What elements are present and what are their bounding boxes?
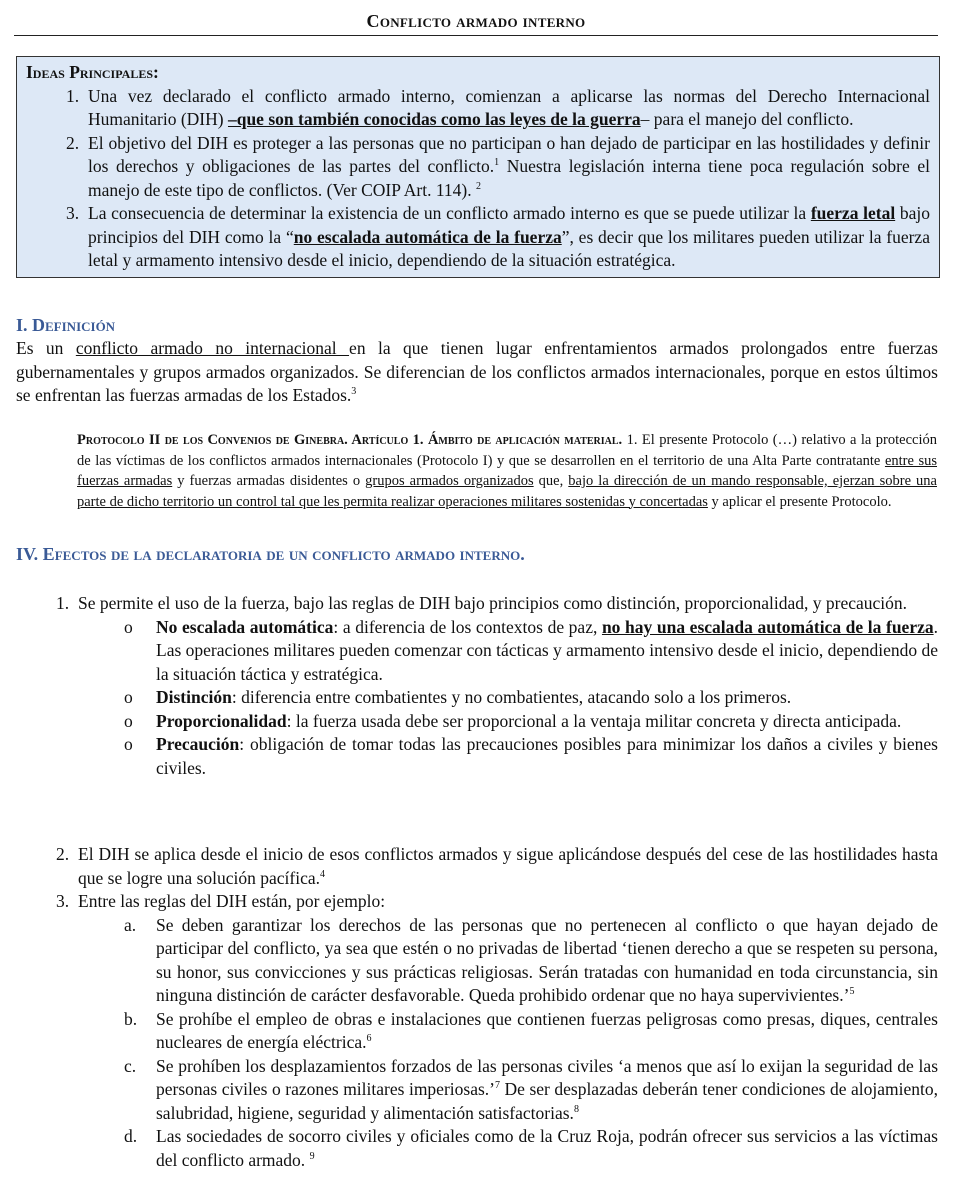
principle-emphasis: no hay una escalada automática de la fuerza: [601, 616, 934, 637]
principle-term: No escalada automática: [156, 616, 334, 637]
principle-text: : la fuerza usada debe ser proporcional a la ventaja militar concreta y directa anticipada.: [286, 710, 902, 731]
footnote-ref[interactable]: 5: [849, 986, 855, 998]
footnote-ref[interactable]: 9: [309, 1150, 315, 1162]
protocolo-underlined: bajo la dirección de un mando responsable, ejerzan sobre una parte de dicho territorio un control tal que les permita realizar operaciones militares sostenidas y concertadas: [77, 473, 937, 510]
ideas-heading: Ideas Principales:: [26, 62, 159, 82]
bullet-o: o: [124, 616, 133, 637]
footnote-ref[interactable]: 3: [351, 386, 357, 398]
list-text: El DIH se aplica desde el inicio de esos conflictos armados y sigue aplicándose después del cese de las hostilidades hasta que se logre una solución pacífica.: [78, 844, 938, 888]
protocolo-text: y fuerzas armadas disidentes o: [172, 473, 366, 489]
protocolo-quote: [77, 430, 937, 512]
principle-precaucion: [16, 733, 938, 780]
principle-text: : obligación de tomar todas las precauciones posibles para minimizar los daños a civiles y bienes civiles.: [156, 734, 938, 778]
idea-emphasis: fuerza letal: [810, 203, 896, 223]
ideas-principales-box: [16, 56, 940, 278]
principle-term: Precaución: [156, 734, 240, 754]
rule-c: [16, 1055, 938, 1126]
principle-term: Proporcionalidad: [156, 710, 287, 731]
idea-text: – para el manejo del conflicto.: [640, 109, 854, 129]
idea-item-3: [26, 202, 930, 273]
section-heading-definicion: I. Definición: [16, 315, 116, 335]
idea-text: ”, es decir que los militares pueden utilizar la fuerza letal y armamento intensivo desde el inicio, dependiendo de la situación estratégica.: [88, 226, 930, 270]
idea-number: 1.: [66, 85, 80, 106]
list-number: 3.: [56, 891, 70, 911]
rule-d: [16, 1125, 938, 1172]
idea-emphasis: no escalada automática de la fuerza: [293, 226, 562, 247]
idea-emphasis: –que son también conocidas como las leyes de la guerra: [227, 109, 641, 129]
principle-distincion: [16, 686, 938, 710]
idea-text: bajo principios del DIH como la “: [88, 203, 930, 247]
footnote-ref[interactable]: 2: [476, 180, 481, 192]
idea-item-1: [26, 85, 930, 132]
protocolo-underlined: grupos armados organizados: [365, 473, 534, 489]
list-letter: a.: [124, 914, 137, 935]
list-letter: d.: [124, 1126, 138, 1146]
rule-text: Las sociedades de socorro civiles y oficiales como de la Cruz Roja, podrán ofrecer sus servicios a las víctimas del conflicto armado.: [156, 1126, 938, 1170]
title-rule: [14, 35, 938, 36]
list-letter: b.: [124, 1008, 138, 1029]
bullet-o: o: [124, 687, 133, 707]
bullet-o: o: [124, 734, 133, 754]
protocolo-text: 1. El presente Protocolo (…) relativo a la protección de las víctimas de los conflictos armados internacionales (Protocolo I) y que se desarrollen en el territorio de una Alta Parte contratante: [77, 432, 937, 469]
definicion-underlined: conflicto armado no internacional: [75, 338, 350, 358]
idea-number: 3.: [66, 203, 80, 223]
idea-text: Nuestra legislación interna tiene poca regulación sobre el manejo de este tipo de conflictos. (Ver COIP Art. 114).: [88, 156, 930, 200]
rule-text: Se deben garantizar los derechos de las personas que no pertenecen al conflicto o que hayan dejado de participar del conflicto, ya sea que estén o no privadas de libertad ‘tienen derecho a que se respeten su persona, su honor, sus convicciones y sus prácticas religiosas. Serán tratadas con humanidad en toda circunstancia, sin ninguna distinción de carácter desfavorable. Queda prohibido ordenar que no haya supervivientes.’: [156, 914, 938, 1005]
document-title: Conflicto armado interno: [366, 11, 586, 31]
idea-number: 2.: [66, 132, 80, 153]
protocolo-heading: Protocolo II de los Convenios de Ginebra. Artículo 1. Ámbito de aplicación material.: [77, 432, 623, 448]
idea-text: Una vez declarado el conflicto armado interno, comienzan a aplicarse las normas del Derecho Internacional Humanitario (DIH): [88, 85, 930, 129]
protocolo-text: y aplicar el presente Protocolo.: [707, 493, 892, 510]
list-number: 2.: [56, 844, 70, 864]
principle-text: . Las operaciones militares pueden comenzar con tácticas y armamento intensivo desde el inicio, dependiendo de la situación táctica y estratégica.: [156, 616, 938, 684]
principle-no-escalada: [16, 616, 938, 687]
bullet-o: o: [124, 710, 133, 731]
footnote-ref[interactable]: 1: [494, 157, 500, 169]
rule-a: [16, 914, 938, 1008]
footnote-ref[interactable]: 4: [320, 868, 325, 880]
definicion-text: Es un: [16, 338, 76, 358]
principle-term: Distinción: [156, 687, 232, 707]
definicion-paragraph: [16, 337, 938, 408]
protocolo-underlined: entre sus fuerzas armadas: [77, 452, 938, 489]
idea-item-2: [26, 132, 930, 203]
rule-text: Se prohíbe el empleo de obras e instalaciones que contienen fuerzas peligrosas como presas, diques, centrales nucleares de energía eléctrica.: [156, 1008, 938, 1052]
definicion-text: en la que tienen lugar enfrentamientos armados prolongados entre fuerzas gubernamentales y grupos armados organizados. Se diferencian de los conflictos armados internacionales, porque en estos últimos se enfrentan las fuerzas armadas de los Estados.: [16, 338, 938, 405]
list-text: Se permite el uso de la fuerza, bajo las reglas de DIH bajo principios como distinción, proporcionalidad, y precaución.: [78, 593, 908, 613]
protocolo-text: que,: [533, 473, 569, 489]
section-heading-efectos: IV. Efectos de la declaratoria de un conflicto armado interno.: [16, 544, 525, 564]
footnote-ref[interactable]: 8: [573, 1103, 579, 1115]
footnote-ref[interactable]: 7: [494, 1080, 500, 1092]
footnote-ref[interactable]: 6: [366, 1033, 372, 1045]
list-number: 1.: [56, 593, 70, 613]
list-letter: c.: [124, 1055, 137, 1076]
efectos-item-1: [16, 592, 938, 780]
rule-b: [16, 1008, 938, 1055]
principle-text: : a diferencia de los contextos de paz,: [333, 616, 602, 637]
list-text: Entre las reglas del DIH están, por ejemplo:: [78, 891, 386, 911]
principle-text: : diferencia entre combatientes y no combatientes, atacando solo a los primeros.: [231, 687, 792, 707]
idea-text: El objetivo del DIH es proteger a las personas que no participan o han dejado de participar en las hostilidades y definir los derechos y obligaciones de las partes del conflicto.: [88, 132, 930, 176]
idea-text: La consecuencia de determinar la existencia de un conflicto armado interno es que se puede utilizar la: [88, 203, 811, 223]
efectos-item-3: [16, 890, 938, 1172]
rule-text: De ser desplazadas deberán tener condiciones de alojamiento, salubridad, higiene, seguridad y alimentación satisfactorias.: [156, 1079, 939, 1123]
efectos-item-2: [16, 843, 938, 890]
principle-proporcionalidad: [16, 710, 938, 734]
rule-text: Se prohíben los desplazamientos forzados de las personas civiles ‘a menos que así lo exijan la seguridad de las personas civiles o razones militares imperiosas.’: [156, 1055, 938, 1099]
